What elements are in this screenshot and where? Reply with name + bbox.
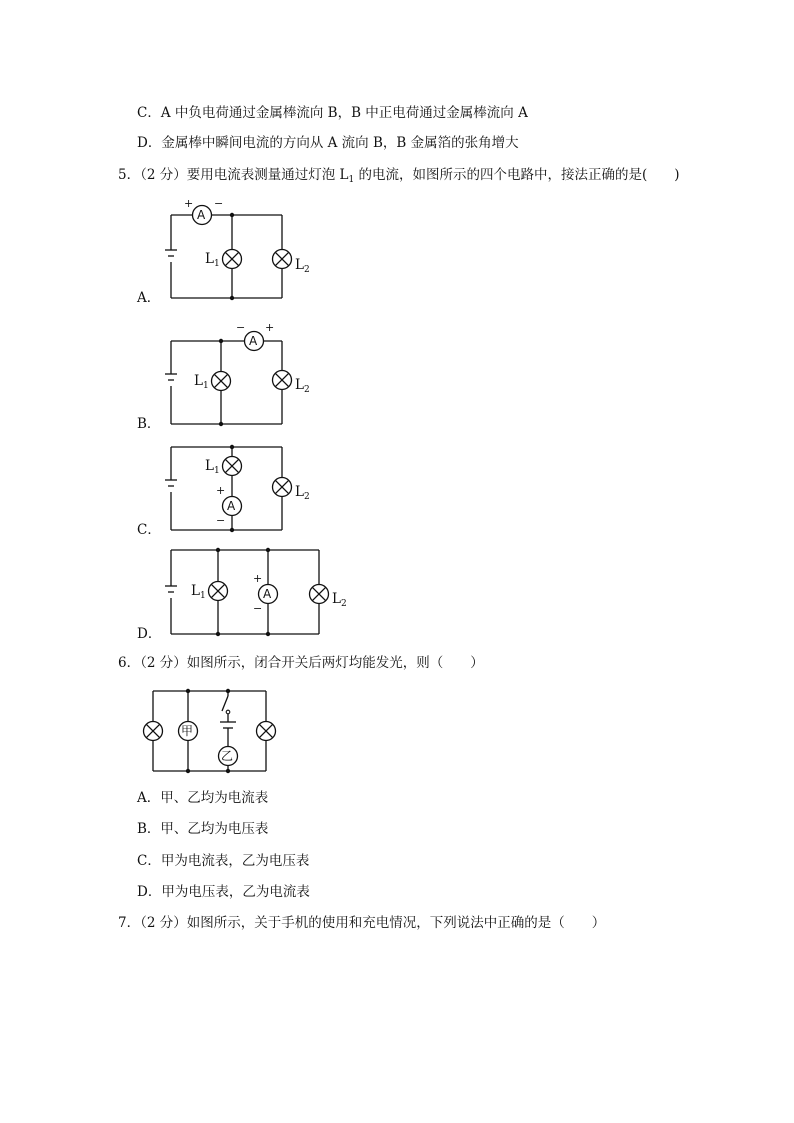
minus-sign: − (214, 197, 224, 210)
q4-option-d: D．金属棒中瞬间电流的方向从 A 流向 B，B 金属箔的张角增大 (137, 135, 519, 151)
ammeter-label: A (249, 334, 258, 348)
q4-option-c: C．A 中负电荷通过金属棒流向 B，B 中正电荷通过金属棒流向 A (137, 105, 528, 121)
lamp-left-icon (144, 722, 163, 741)
label-l2: $L_2$ (332, 591, 347, 609)
q6-stem: 6．（2 分）如图所示，闭合开关后两灯均能发光，则（ ） (118, 655, 484, 671)
ammeter-label: A (197, 208, 206, 222)
q6-option-c: C．甲为电流表，乙为电压表 (137, 853, 310, 869)
label-l2: $L_2$ (295, 377, 310, 395)
label-l1: $L_1$ (191, 583, 206, 601)
meter-yi-label: 乙 (221, 749, 234, 763)
minus-sign: − (216, 514, 226, 527)
q5-stem-text-end: 的电流，如图所示的四个电路中，接法正确的是( ) (354, 167, 680, 183)
plus-sign: + (253, 572, 263, 585)
q7-stem: 7．（2 分）如图所示，关于手机的使用和充电情况，下列说法中正确的是（ ） (118, 915, 606, 931)
plus-sign: + (265, 321, 275, 334)
q5-stem-text: 5．（2 分）要用电流表测量通过灯泡 L (118, 167, 349, 183)
label-l1: $L_1$ (205, 458, 220, 476)
plus-sign: + (184, 197, 194, 210)
minus-sign: − (253, 602, 263, 615)
ammeter-label: A (263, 587, 272, 601)
label-l2: $L_2$ (295, 257, 310, 275)
option-label-c: C． (137, 522, 161, 538)
meter-jia-label: 甲 (181, 724, 194, 738)
label-l1: $L_1$ (194, 373, 209, 391)
label-l2: $L_2$ (295, 484, 310, 502)
q6-option-b: B．甲、乙均为电压表 (137, 821, 269, 837)
lamp-right-icon (257, 722, 276, 741)
option-label-d: D． (137, 626, 162, 642)
option-label-b: B． (137, 416, 161, 432)
ammeter-label: A (227, 499, 236, 513)
q6-option-d: D．甲为电压表，乙为电流表 (137, 884, 310, 900)
q5-stem-subscript: 1 (348, 175, 355, 185)
option-label-a: A． (137, 290, 161, 306)
q6-option-a: A．甲、乙均为电流表 (137, 790, 269, 806)
plus-sign: + (216, 484, 226, 497)
label-l1: $L_1$ (205, 251, 220, 269)
switch-blade (222, 696, 228, 711)
minus-sign: − (236, 321, 246, 334)
